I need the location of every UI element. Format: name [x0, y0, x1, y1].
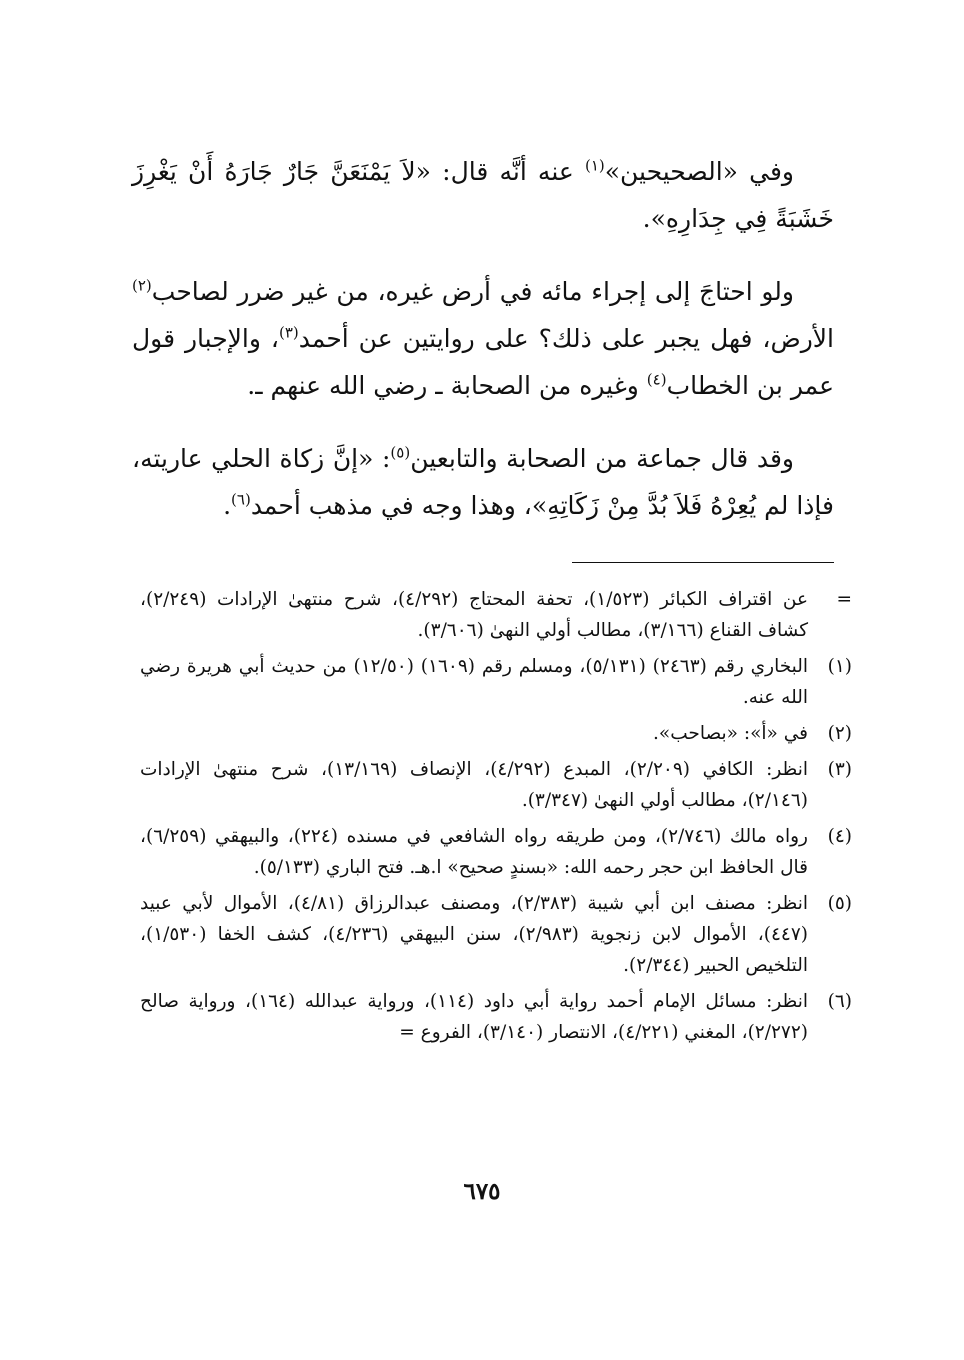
text-segment: ولو احتاجَ إلى إجراء مائه في أرض غيره، من غير ضرر لصاحب: [151, 277, 794, 306]
footnote-mark: (٣): [827, 759, 852, 780]
footnote-mark: (٦): [827, 991, 852, 1012]
footnote-text: انظر: مصنف ابن أبي شيبة (٢/٣٨٣)، ومصنف عبدالرزاق (٤/٨١)، الأموال لأبي عبيد (٤٤٧)، الأموال لابن زنجوية (٢/٩٨٣)، سنن البيهقي (٤/٢٣٦)، كشف الخفا (١/٥٣٠)، التلخيص الحبير (٢/٣٤٤).: [140, 893, 808, 976]
text-segment: عنه أنَّه قال: «لاَ يَمْنَعَنَّ جَارٌ جَارَهُ أَنْ يَغْرِزَ خَشَبَةً فِي جِدَارِهِ».: [132, 157, 834, 233]
footnote-ref-4[interactable]: (٤): [646, 370, 667, 389]
footnote-ref-5[interactable]: (٥): [390, 443, 411, 462]
footnote-mark: (٢): [827, 723, 852, 744]
footnote-separator: [572, 562, 834, 563]
text-segment: وفي «الصحيحين»: [604, 157, 794, 186]
footnote-mark: (١): [827, 656, 852, 677]
footnote-text: في «أ»: «بصاحب».: [653, 723, 808, 744]
text-segment: ، والإجبار قول عمر بن الخطاب: [132, 324, 834, 400]
text-segment: وقد قال جماعة من الصحابة والتابعين: [410, 444, 794, 473]
footnotes: [140, 584, 852, 1053]
footnote-6: [140, 986, 852, 1048]
footnote-text: انظر: الكافي (٢/٢٠٩)، المبدع (٤/٢٩٢)، الإنصاف (١٣/١٦٩)، شرح منتهىٰ الإرادات (٢/١٤٦)، مطالب أولي النهىٰ (٣/٣٤٧).: [140, 759, 808, 811]
text-segment: : «إنَّ زكاة الحلي عاريته، فإذا لم يُعِرْهُ فَلاَ بُدَّ مِنْ زَكَاتِهِ»، وهذا وجه في مذهب أحمد: [132, 444, 834, 520]
text-segment: الأرض، فهل يجبر على ذلك؟ على روايتين عن أحمد: [298, 324, 834, 353]
paragraph-2: [132, 268, 834, 409]
footnote-mark: (٥): [827, 893, 852, 914]
footnote-ref-2[interactable]: (٢): [132, 276, 152, 295]
footnote-mark: (٤): [827, 826, 852, 847]
footnote-continuation: [140, 584, 852, 646]
main-text: [132, 148, 834, 555]
footnote-1: [140, 651, 852, 713]
footnote-ref-1[interactable]: (١): [584, 156, 605, 175]
footnote-text: انظر: مسائل الإمام أحمد رواية أبي داود (١١٤)، ورواية عبدالله (١٦٤)، ورواية صالح (٢/٢٧٢)، المغني (٤/٢٢١)، الانتصار (٣/١٤٠)، الفروع =: [140, 991, 808, 1043]
text-segment: .: [223, 491, 232, 520]
footnote-text: البخاري رقم (٢٤٦٣) (٥/١٣١)، ومسلم رقم (١٦٠٩) (١٢/٥٠) من حديث أبي هريرة رضي الله عنه.: [140, 656, 809, 708]
footnote-3: [140, 754, 852, 816]
paragraph-3: [132, 435, 834, 529]
footnote-2: [140, 718, 852, 749]
footnote-ref-6[interactable]: (٦): [231, 490, 251, 509]
footnote-text: عن اقتراف الكبائر (١/٥٢٣)، تحفة المحتاج (٤/٢٩٢)، شرح منتهىٰ الإرادات (٢/٢٤٩)، كشاف القناع (٣/١٦٦)، مطالب أولي النهىٰ (٣/٦٠٦).: [140, 589, 808, 641]
footnote-4: [140, 821, 852, 883]
footnote-mark: =: [836, 589, 852, 610]
paragraph-1: [132, 148, 834, 242]
footnote-5: [140, 888, 852, 981]
footnote-ref-3[interactable]: (٣): [278, 323, 299, 342]
text-segment: وغيره من الصحابة ـ رضي الله عنهم ـ.: [247, 371, 647, 400]
page-number: ٦٧٥: [463, 1178, 501, 1205]
footnote-text: رواه مالك (٢/٧٤٦)، ومن طريقه رواه الشافعي في مسنده (٢٢٤)، والبيهقي (٦/٢٥٩)، قال الحافظ ابن حجر رحمه الله: «بسندٍ صحيح» ا.هـ. فتح الباري (٥/١٣٣).: [140, 826, 808, 878]
